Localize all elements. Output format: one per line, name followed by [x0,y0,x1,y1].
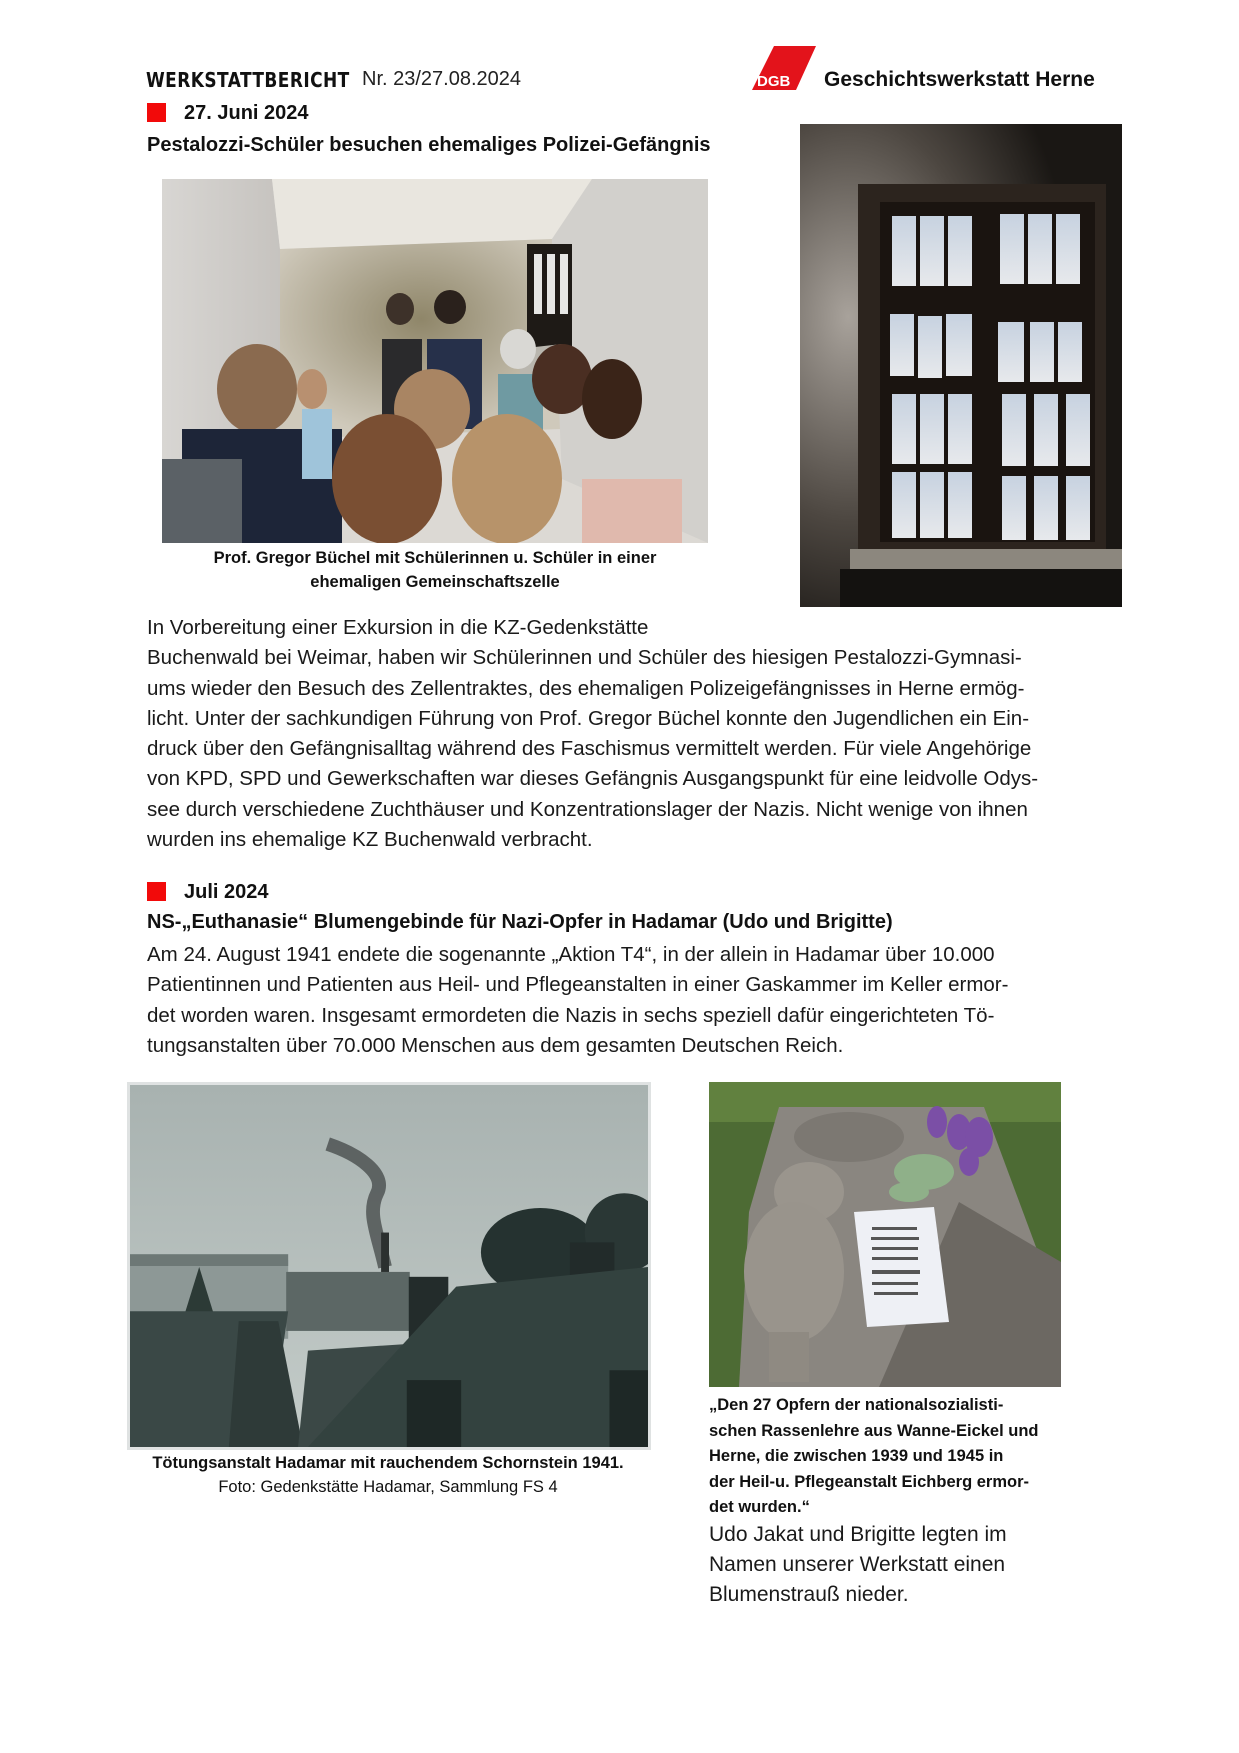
caption-line: ehemaligen Gemeinschaftszelle [310,573,560,591]
note-line: Namen unserer Werkstatt einen [709,1553,1006,1576]
dgb-logo-text: DGB [757,73,791,90]
body-line: ums wieder den Besuch des Zellentraktes, des ehemaligen Polizeigefängnisses in Herne ermög- [147,676,1025,700]
body-line: licht. Unter der sachkundigen Führung von Prof. Gregor Büchel konnte den Jugendlichen ein Ein- [147,706,1030,730]
body-line: tungsanstalten über 70.000 Menschen aus dem gesamten Deutschen Reich. [147,1033,844,1057]
quote-line: det wurden.“ [709,1498,810,1516]
body-line: see durch verschiedene Zuchthäuser und Konzentrationslager der Nazis. Nicht wenige von ihnen [147,797,1028,821]
photo-credit-hadamar: Foto: Gedenkstätte Hadamar, Sammlung FS 4 [218,1478,558,1496]
body-line: von KPD, SPD und Gewerkschaften war dieses Gefängnis Ausgangspunkt für eine leidvolle Odys- [147,767,1039,791]
quote-line: der Heil-u. Pflegeanstalt Eichberg ermor- [709,1472,1029,1491]
note-line: Blumenstrauß nieder. [709,1583,909,1606]
quote-line: schen Rassenlehre aus Wanne-Eickel und [709,1421,1039,1440]
photo-students-in-cell [162,179,708,543]
newsletter-title: WERKSTATTBERICHT [146,68,350,92]
issue-number: Nr. 23/27.08.2024 [362,68,522,90]
photo-hadamar-historic [127,1082,651,1450]
body-line: wurden ins ehemalige KZ Buchenwald verbracht. [147,828,593,852]
memorial-note [709,1520,1007,1610]
photo-caption-students [162,546,708,594]
section1-headline: Pestalozzi-Schüler besuchen ehemaliges Polizei-Gefängnis [147,134,711,156]
photo-prison-window [800,124,1122,607]
dgb-logo [752,46,816,90]
quote-line: Herne, die zwischen 1939 und 1945 in [709,1447,1004,1465]
section1-date: 27. Juni 2024 [184,102,309,124]
body-line: druck über den Gefängnisalltag während des Faschismus vermittelt werden. Für viele Angehörige [147,737,1032,761]
red-square-bullet-icon [147,882,166,901]
quote-line: „Den 27 Opfern der nationalsozialisti- [709,1396,1004,1414]
body-line: Am 24. August 1941 endete die sogenannte „Aktion T4“, in der allein in Hadamar über 10.000 [147,943,995,966]
section1-body [147,613,1038,855]
body-line: Patientinnen und Patienten aus Heil- und Pflegeanstalten in einer Gaskammer im Keller ermor- [147,973,1009,997]
section2-date: Juli 2024 [184,881,269,903]
section2-body [147,940,1008,1061]
caption-line: Prof. Gregor Büchel mit Schülerinnen u. Schüler in einer [213,549,657,567]
body-line: Buchenwald bei Weimar, haben wir Schülerinnen und Schüler des hiesigen Pestalozzi-Gymnasi- [147,646,1022,670]
body-line: det worden waren. Insgesamt ermordeten die Nazis in sechs speziell dafür eingerichteten Tö- [147,1003,995,1027]
memorial-inscription-quote [709,1393,1039,1521]
body-line: In Vorbereitung einer Exkursion in die KZ-Gedenkstätte [147,616,649,639]
red-square-bullet-icon [147,103,166,122]
photo-memorial-stone [709,1082,1061,1387]
section2-headline: NS-„Euthanasie“ Blumengebinde für Nazi-Opfer in Hadamar (Udo und Brigitte) [147,911,893,933]
organization-name: Geschichtswerkstatt Herne [824,68,1095,91]
note-line: Udo Jakat und Brigitte legten im [709,1523,1007,1546]
photo-caption-hadamar: Tötungsanstalt Hadamar mit rauchendem Schornstein 1941. [152,1454,624,1472]
